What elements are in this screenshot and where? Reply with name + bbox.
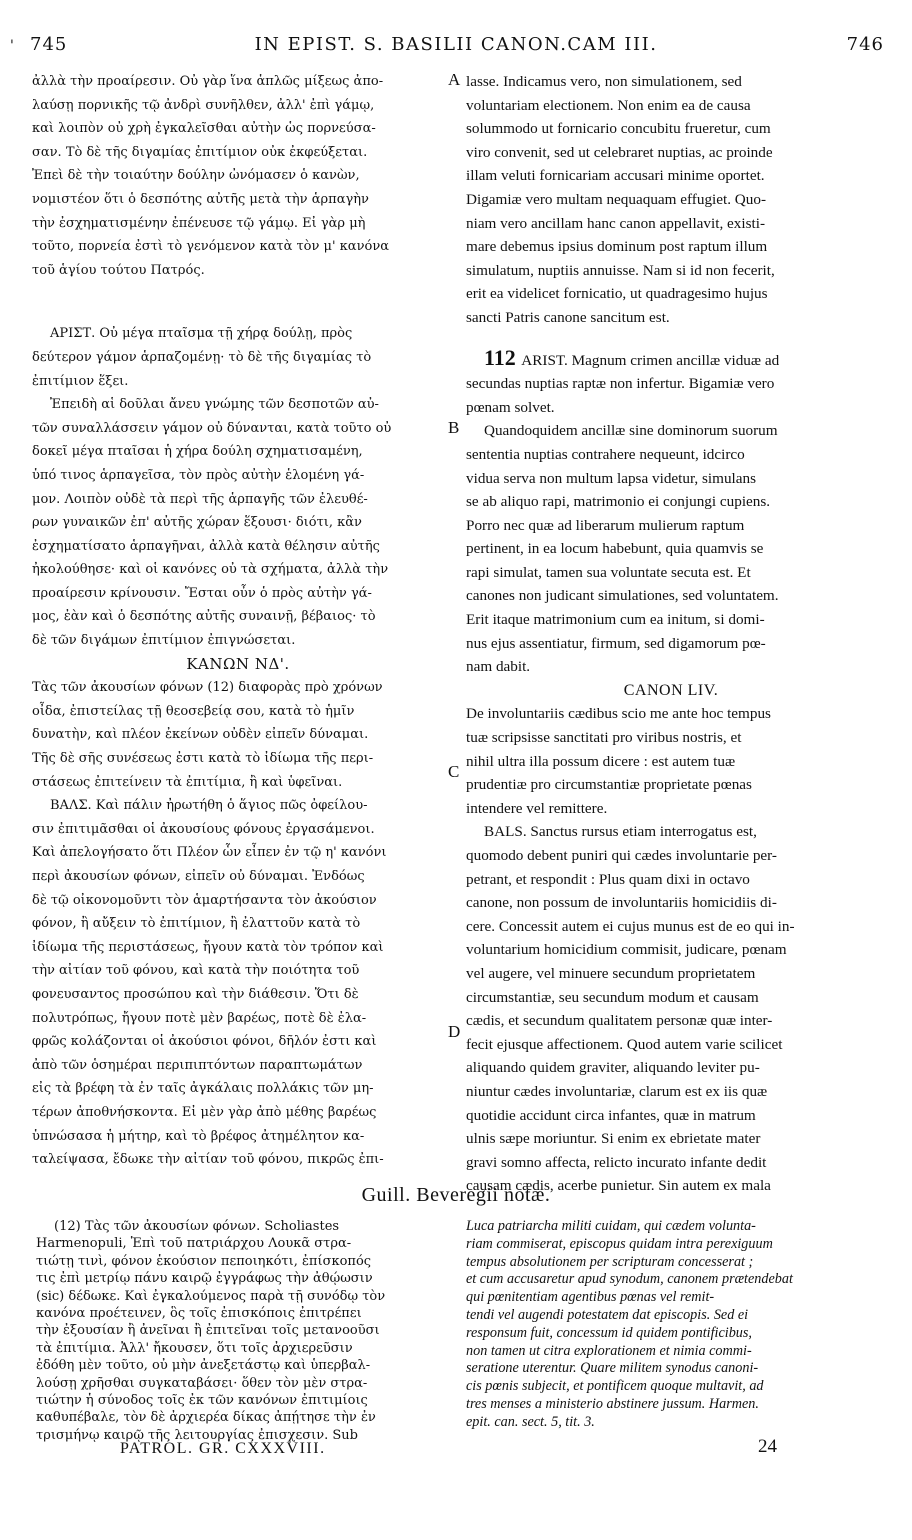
greek-paragraph-bals <box>32 794 444 1172</box>
edge-mark: ' <box>10 38 14 54</box>
latin-paragraph-3 <box>466 419 876 679</box>
text-line: simulatum, nuptiis annuisse. Nam si id non fecerit, <box>466 261 775 279</box>
text-line: (sic) δέδωκε. Καὶ ἐγκαλούμενος παρὰ τῇ συνόδῳ τὸν <box>36 1288 386 1304</box>
text-line: τις ἐπὶ μετρίῳ πάνυ καιρῷ ἐγγράφως τὴν ἀθῴωσιν <box>36 1271 373 1287</box>
footer-series-label: PATROL. GR. CXXXVIII. <box>120 1440 326 1457</box>
text-line: τῶν συναλλάσσειν γάμον οὐ δύνανται, κατὰ τοῦτο οὐ <box>32 420 392 436</box>
text-line: εἰς τὰ βρέφη τὰ ἐν ταῖς ἀγκάλαις πολλάκις τῶν μη- <box>32 1081 374 1097</box>
latin-paragraph-1 <box>466 70 876 330</box>
text-line: non tamen ut citra explorationem et nimia commi- <box>466 1342 752 1359</box>
page-number-left: 745 <box>30 34 68 55</box>
text-line: τοῦτο, πορνεία ἐστὶ τὸ γενόμενον κατὰ τὸν μ' κανόνα <box>32 239 389 255</box>
text-line: ἐπιτίμιον ἕξει. <box>32 373 129 389</box>
text-line: μον. Λοιπὸν οὐδὲ τὰ περὶ τῆς ἁρπαγῆς τῶν ἐλευθέ- <box>32 491 368 507</box>
text-line: secundas nuptias raptæ non infertur. Bigamiæ vero <box>466 375 775 393</box>
text-line: ἀλλὰ τὴν προαίρεσιν. Οὐ γὰρ ἵνα ἁπλῶς μίξεως ἀπο- <box>32 74 384 89</box>
notes-title: Guill. Beveregii notæ. <box>361 1184 551 1206</box>
text-line: καὶ λοιπὸν οὐ χρὴ ἐγκαλεῖσθαι αὐτὴν ὡς πορνεύσα- <box>32 121 376 137</box>
text-line: οἶδα, ἐπιστείλας τῇ θεοσεβείᾳ σου, κατὰ τὸ ἡμῖν <box>32 703 355 719</box>
text-line: τιώτῃ τινὶ, φόνον ἑκούσιον πεποιηκότι, ἐπίσκοπός <box>36 1253 372 1269</box>
text-line: ταλείψασα, ἔδωκε τὴν αἰτίαν τοῦ φόνου, πικρῶς ἐπι- <box>32 1152 384 1168</box>
latin-paragraph-arist <box>466 346 876 420</box>
text-line: δὲ τῶν διγάμων ἐπιτίμιον ἐπιγνώσεται. <box>32 633 296 649</box>
text-line: voluntariam electionem. Non enim ea de causa <box>466 96 751 114</box>
margin-letter-c: C <box>448 762 460 781</box>
text-line: λούσῃ χρῆσθαι συγκαταβάσει· ὅθεν τὸν μὲν στρα- <box>36 1375 368 1391</box>
text-line: mare debemus ipsius dominum post raptum illum <box>466 238 768 256</box>
text-line: viro convenit, sed ut celebraret nuptias, ac proinde <box>466 143 773 161</box>
text-line: tendi vel augendi potestatem dat episcopis. Sed ei <box>466 1306 749 1323</box>
text-segment: ARIST. Magnum crimen ancillæ viduæ ad <box>521 351 780 369</box>
text-line: φονευσαντος προσώπου καὶ τὴν διάθεσιν. Ὅτι δὲ <box>32 986 359 1002</box>
text-line: προαίρεσιν κρίνουσιν. Ἔσται οὖν ὁ πρὸς αὐτὴν γά- <box>32 585 372 601</box>
text-line: Porro nec quæ ad liberarum mulierum raptum <box>466 516 745 534</box>
text-line: cædis, et secundum qualitatem personæ quæ inter- <box>466 1012 773 1030</box>
text-line: δυνατὴν, καὶ πλέον ἐκείνων οὐδὲν εἰπεῖν δύναμαι. <box>32 727 369 743</box>
text-line: ΑΡΙΣΤ. Οὐ μέγα πταῖσμα τῇ χήρᾳ δούλῃ, πρὸς <box>50 326 353 342</box>
text-line: circumstantiæ, seu secundum modum et causam <box>466 988 759 1006</box>
text-line: ὑπνώσασα ἡ μήτηρ, καὶ τὸ βρέφος ἀτημέλητον κα- <box>32 1128 365 1144</box>
text-line: nus ejus assentiatur, firmum, sed digamorum pœ- <box>466 634 766 652</box>
text-line: Ἐπειδὴ αἱ δοῦλαι ἄνευ γνώμης τῶν δεσποτῶν αὐ- <box>50 397 379 413</box>
text-line: Quandoquidem ancillæ sine dominorum suorum <box>484 422 778 440</box>
text-line: ulnis sæpe moriuntur. Si enim ex ebrietate mater <box>466 1130 761 1148</box>
text-line: epit. can. sect. 5, tit. 3. <box>466 1413 595 1430</box>
greek-paragraph-3 <box>32 393 444 653</box>
text-line: Τῆς δὲ σῆς συνέσεως ἐστι κατὰ τὸ ἰδίωμα τῆς περι- <box>32 751 374 767</box>
greek-canon-text <box>32 676 444 794</box>
text-line: cere. Concessit autem ei cujus munus est de eo qui in- <box>466 917 795 935</box>
text-line: ἐσχηματίσατο ἁρπαγῆναι, ἀλλὰ κατὰ θέλησιν αὐτῆς <box>32 538 380 554</box>
margin-letter-d: D <box>448 1022 461 1041</box>
text-line: καθυπέβαλε, τὸν δὲ ἀρχιερέα δίκας ἀπῄτησε τὴν ἐν <box>36 1410 376 1426</box>
text-line: τὴν ἐσχηματισμένην ἐπένευσε τῷ γάμῳ. Εἰ γὰρ μὴ <box>32 215 366 231</box>
text-line: fecit ejusque affectionem. Quod autem varie scilicet <box>466 1035 783 1053</box>
text-line: tres menses a ministerio abstinere jussum. Harmen. <box>466 1395 759 1412</box>
text-line: Erit itaque matrimonium cum ea initum, si domi- <box>466 611 765 629</box>
text-line: φρῶς κολάζονται οἱ ἀκούσιοι φόνοι, δῆλόν ἐστι καὶ <box>32 1034 377 1050</box>
text-line: ἠκολούθησε· καὶ οἱ κανόνες οὐ τὰ σχήματα, ἀλλὰ τὴν <box>32 562 389 578</box>
greek-paragraph-1 <box>32 70 444 282</box>
text-line: sancti Patris canone sancitum est. <box>466 308 670 326</box>
text-line: niam vero ancillam hanc canon appellavit, existi- <box>466 214 765 232</box>
text-line: Τὰς τῶν ἀκουσίων φόνων (12) διαφορὰς πρὸ χρόνων <box>32 680 383 696</box>
text-line: rapi simulat, tamen sua voluntate secuta est. Et <box>466 563 751 581</box>
text-line: De involuntariis cædibus scio me ante hoc tempus <box>466 705 771 723</box>
notes-left-column <box>36 1218 448 1444</box>
text-line: τιώτην ἡ σύνοδος τοῖς ἐκ τῶν κανόνων ἐπιτιμίοις <box>36 1393 368 1409</box>
text-line: σιν ἐπιτιμᾶσθαι οἱ ἀκουσίους φόνους ἐργασάμενοι. <box>32 821 375 837</box>
text-line: σαν. Τὸ δὲ τῆς διγαμίας ἐπιτίμιον οὐκ ἐκφεύξεται. <box>32 144 368 160</box>
text-line: responsum fuit, concessum id quidem pontificibus, <box>466 1324 752 1341</box>
text-line: vidua serva non multum lapsa videtur, simulans <box>466 469 757 487</box>
text-line: νομιστέον ὅτι ὁ δεσπότης αὐτῆς μετὰ τὴν ἁρπαγὴν <box>32 191 369 207</box>
text-line: qui pœnitentiam agentibus pœnas vel remit- <box>466 1289 715 1306</box>
text-line: (12) Τὰς τῶν ἀκουσίων φόνων. Scholiastes <box>54 1219 340 1234</box>
text-line: cis pœnis subjecit, et pontificem quoque multavit, ad <box>466 1378 764 1395</box>
text-line: ἐδόθη μὲν τοῦτο, οὐ μὴν ἀνεξετάστῳ καὶ ὑπερβαλ- <box>36 1358 371 1374</box>
text-line: tuæ scripsisse sanctitati pro viribus nostris, et <box>466 729 742 747</box>
text-line: τρισμήνῳ καιρῷ τῆς λειτουργίας ἐπισχεσιν. Sub <box>36 1427 358 1443</box>
text-line: Harmenopuli, Ἐπὶ τοῦ πατριάρχου Λουκᾶ στρα- <box>36 1236 352 1252</box>
text-line <box>466 346 876 373</box>
greek-paragraph-arist <box>32 322 444 393</box>
text-line: sententia nuptias contrahere nequeunt, idcirco <box>466 445 745 463</box>
text-line: δὲ τῷ οἰκονομοῦντι τὸν ἁμαρτήσαντα τὸν ἀκούσιον <box>32 892 377 908</box>
margin-letter-a: A <box>448 70 461 89</box>
text-line: se ab aliquo rapi, matrimonio ei conjungi cupiens. <box>466 493 771 511</box>
text-line: erit ea videlicet fornicatio, ut quadragesimo hujus <box>466 285 768 303</box>
text-line: Luca patriarcha militi cuidam, qui cædem volunta- <box>466 1218 756 1234</box>
text-line: Καὶ ἀπελογήσατο ὅτι Πλέον ὧν εἶπεν ἐν τῷ η' κανόνι <box>32 845 387 861</box>
text-line: ὑπό τινος ἁρπαγεῖσα, τὸν πρὸς αὐτὴν ἑλομένη γά- <box>32 467 365 483</box>
margin-letter-b: B <box>448 418 460 437</box>
text-line: aliquando quidem graviter, aliquando leviter pu- <box>466 1059 760 1077</box>
text-line: petrant, et respondit : Plus quam dixi in octavo <box>466 870 750 888</box>
section-number: 112 <box>484 345 522 370</box>
text-line: nihil ultra illa possum dicere : est autem tuæ <box>466 752 736 770</box>
greek-canon-heading: ΚΑΝΩΝ ΝΔ'. <box>186 654 290 673</box>
text-line: Digamiæ vero multam nequaquam effugiet. Quo- <box>466 190 767 208</box>
latin-canon-text <box>466 702 876 820</box>
text-line: δοκεῖ μέγα πταῖσαι ἡ χήρα δούλη σχηματισαμένη, <box>32 444 363 460</box>
text-line: περὶ ἀκουσίων φόνων, εἰπεῖν οὐ δύναμαι. Ἐνδόως <box>32 869 365 884</box>
text-line: riam commiserat, episcopus quidam intra perexiguum <box>466 1235 773 1252</box>
text-line: intendere vel remittere. <box>466 799 608 817</box>
text-line: voluntarium homicidium commisit, judicare, pœnam <box>466 941 787 959</box>
text-line: πολυτρόπως, ἤγουν ποτὲ μὲν βαρέως, ποτὲ δὲ ἐλα- <box>32 1010 367 1026</box>
text-line: ἰδίωμα τῆς περιστάσεως, ἤγουν κατὰ τὸν τρόπον καὶ <box>32 939 384 955</box>
text-line: τὴν αἰτίαν τοῦ φόνου, καὶ κατὰ τὴν ποιότητα τοῦ <box>32 963 360 979</box>
text-line: prudentiæ pro circumstantiæ proprietate pœnas <box>466 776 752 794</box>
text-line: ρων γυναικῶν ἐπ' αὐτῆς χώραν ἕξουσι· διότι, κἂν <box>32 515 362 531</box>
text-line: canone, non possum de involuntariis homicidiis di- <box>466 894 777 912</box>
text-line: et cum accusaretur apud synodum, canonem prætendebat <box>466 1271 793 1288</box>
text-line: τὰ ἐπιτίμια. Ἀλλ' ἤκουσεν, ὅτι τοῖς ἀρχιερεῦσιν <box>36 1340 353 1356</box>
text-line: pœnam solvet. <box>466 398 555 416</box>
greek-column <box>32 70 444 1172</box>
text-line: vel augere, vel minuere secundum proprietatem <box>466 964 756 982</box>
text-line: illam veluti fornicariam accusari minime oportet. <box>466 167 765 185</box>
latin-column <box>466 70 876 1198</box>
text-line: solummodo ut fornicario concubitu frueretur, cum <box>466 120 771 138</box>
page-number-right: 746 <box>846 34 884 55</box>
text-line: μος, ἐὰν καὶ ὁ δεσπότης αὐτῆς συναινῇ, βέβαιος· τὸ <box>32 609 376 625</box>
notes-right-column <box>466 1218 878 1432</box>
text-line: κανόνα προέτεινεν, ὃς τοῖς ἐπισκόποις ἐπιτρέπει <box>36 1306 362 1322</box>
text-line: ΒΑΛΣ. Καὶ πάλιν ἠρωτήθη ὁ ἅγιος πῶς ὀφείλου- <box>50 798 368 814</box>
text-line: canones non judicant simulationes, sed voluntatem. <box>466 587 779 605</box>
text-line: τέρων ἀποθνήσκοντα. Εἰ μὲν γὰρ ἀπὸ μέθης βαρέως <box>32 1104 377 1120</box>
running-title: IN EPIST. S. BASILII CANON.CAM III. <box>254 34 658 55</box>
text-line: gravi somno affecta, relicto incurato infante dedit <box>466 1153 767 1171</box>
text-line: niuntur cædes involuntariæ, clarum est ex iis quæ <box>466 1082 768 1100</box>
text-line: Ἐπεὶ δὲ τὴν τοιαύτην δούλην ὠνόμασεν ὁ κανὼν, <box>32 168 360 184</box>
latin-canon-heading: CANON LIV. <box>623 681 719 699</box>
text-line: causam cædis, acerbe punietur. Sin autem ex mala <box>466 1177 771 1195</box>
text-line: στάσεως ἐπιτείνειν τὰ ἐπιτίμια, ἢ καὶ ὑφεῖναι. <box>32 774 343 790</box>
text-line: ἀπὸ τῶν ὁσημέραι περιπιπτόντων παραπτωμάτων <box>32 1057 363 1073</box>
text-line: λαύσῃ πορνικῆς τῷ ἀνδρὶ συνῆλθεν, ἀλλ' ἐπὶ γάμῳ, <box>32 97 375 113</box>
text-line: nam dabit. <box>466 658 531 676</box>
text-line: quotidie accidunt circa infantes, quæ in matrum <box>466 1106 756 1124</box>
text-line: quomodo debent puniri qui cædes involuntarie per- <box>466 847 777 864</box>
text-line: φόνον, ἢ αὔξειν τὸ ἐπιτίμιον, ἢ ἐλαττοῦν κατὰ τὸ <box>32 916 361 932</box>
text-line: lasse. Indicamus vero, non simulationem, sed <box>466 73 742 90</box>
text-line: seratione uterentur. Quare militem synodus canoni- <box>466 1360 759 1377</box>
text-line: τοῦ ἁγίου τούτου Πατρός. <box>32 262 205 278</box>
text-line: pertinent, in ea locum habebunt, quia quamvis se <box>466 540 764 558</box>
footer-signature-number: 24 <box>758 1436 777 1457</box>
latin-paragraph-bals <box>466 820 876 1198</box>
text-line: δεύτερον γάμον ἁρπαζομένῃ· τὸ δὲ τῆς διγαμίας τὸ <box>32 349 372 365</box>
text-line: τὴν ἐξουσίαν ἢ ἀνεῖναι ἢ ἐπιτεῖναι τοῖς μετανοοῦσι <box>36 1323 380 1339</box>
text-line: tempus absolutionem per scripturam concesserat ; <box>466 1253 754 1270</box>
text-line: BALS. Sanctus rursus etiam interrogatus est, <box>484 823 757 841</box>
